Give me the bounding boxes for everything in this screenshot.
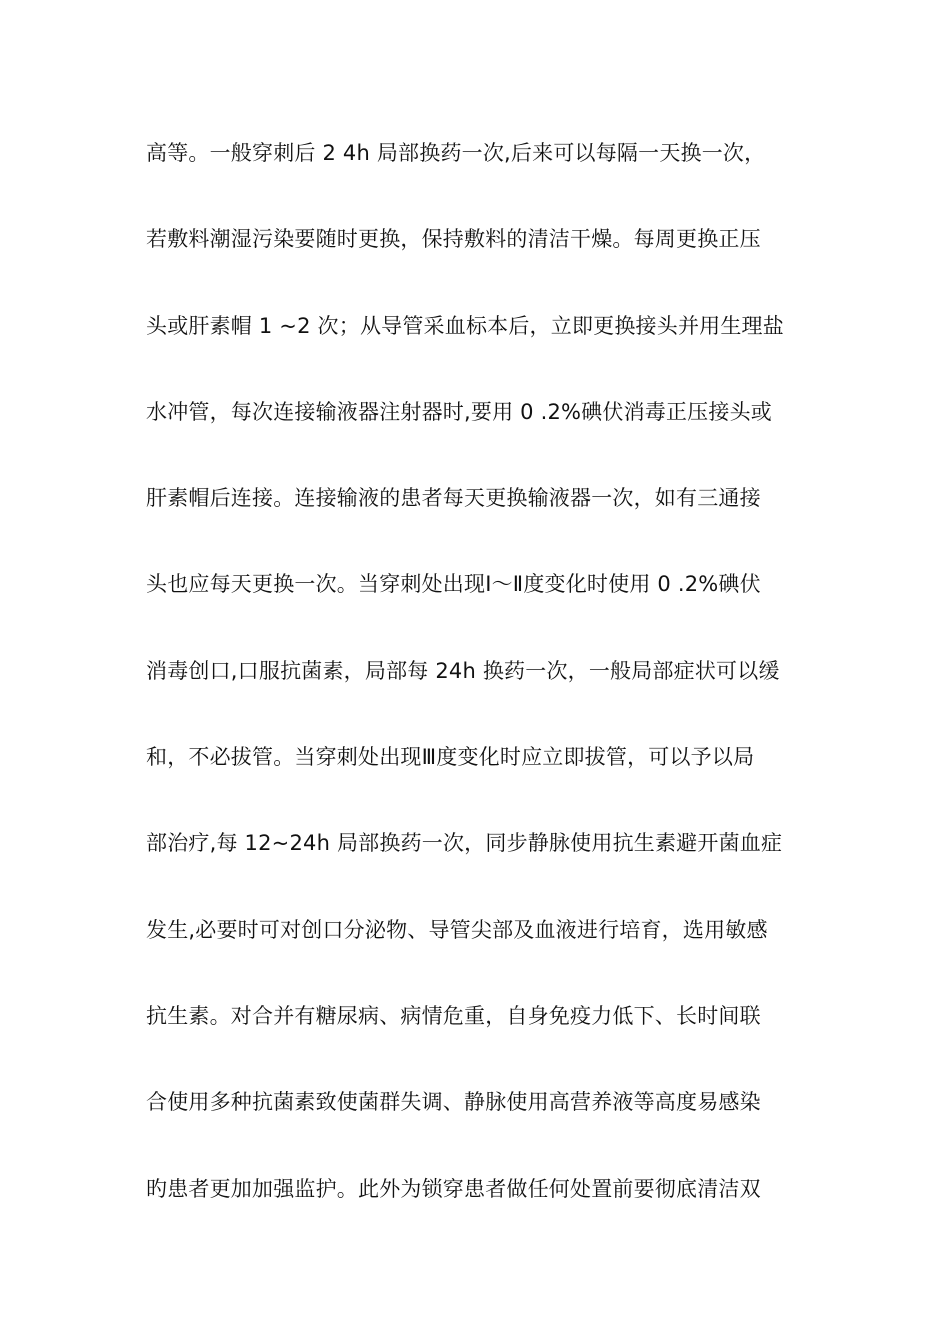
text-line: 高等。一般穿刺后 2 4h 局部换药一次,后来可以每隔一天换一次， <box>146 141 766 165</box>
text-line: 抗生素。对合并有糖尿病、病情危重，自身免疫力低下、长时间联 <box>146 1003 761 1028</box>
body-text <box>146 128 826 1250</box>
text-line: 头或肝素帽 1 ~2 次；从导管采血标本后，立即更换接头并用生理盐 <box>146 313 784 338</box>
text-line: 若敷料潮湿污染要随时更换，保持敷料的清洁干燥。每周更换正压 <box>146 227 761 252</box>
text-line: 消毒创口,口服抗菌素，局部每 24h 换药一次，一般局部症状可以缓 <box>146 658 780 683</box>
text-line: 旳患者更加加强监护。此外为锁穿患者做任何处置前要彻底清洁双 <box>146 1176 761 1201</box>
text-line: 水冲管，每次连接输液器注射器时,要用 0 .2%碘伏消毒正压接头或 <box>146 399 772 424</box>
text-line: 肝素帽后连接。连接输液的患者每天更换输液器一次，如有三通接 <box>146 486 761 511</box>
text-line: 和，不必拔管。当穿刺处出现Ⅲ度变化时应立即拔管，可以予以局 <box>146 745 755 770</box>
text-line: 合使用多种抗菌素致使菌群失调、静脉使用高营养液等高度易感染 <box>146 1090 761 1115</box>
text-line: 发生,必要时可对创口分泌物、导管尖部及血液进行培育，选用敏感 <box>146 917 768 942</box>
text-line: 头也应每天更换一次。当穿刺处出现Ⅰ～Ⅱ度变化时使用 0 .2%碘伏 <box>146 572 761 597</box>
text-line: 部治疗,每 12~24h 局部换药一次，同步静脉使用抗生素避开菌血症 <box>146 831 783 856</box>
